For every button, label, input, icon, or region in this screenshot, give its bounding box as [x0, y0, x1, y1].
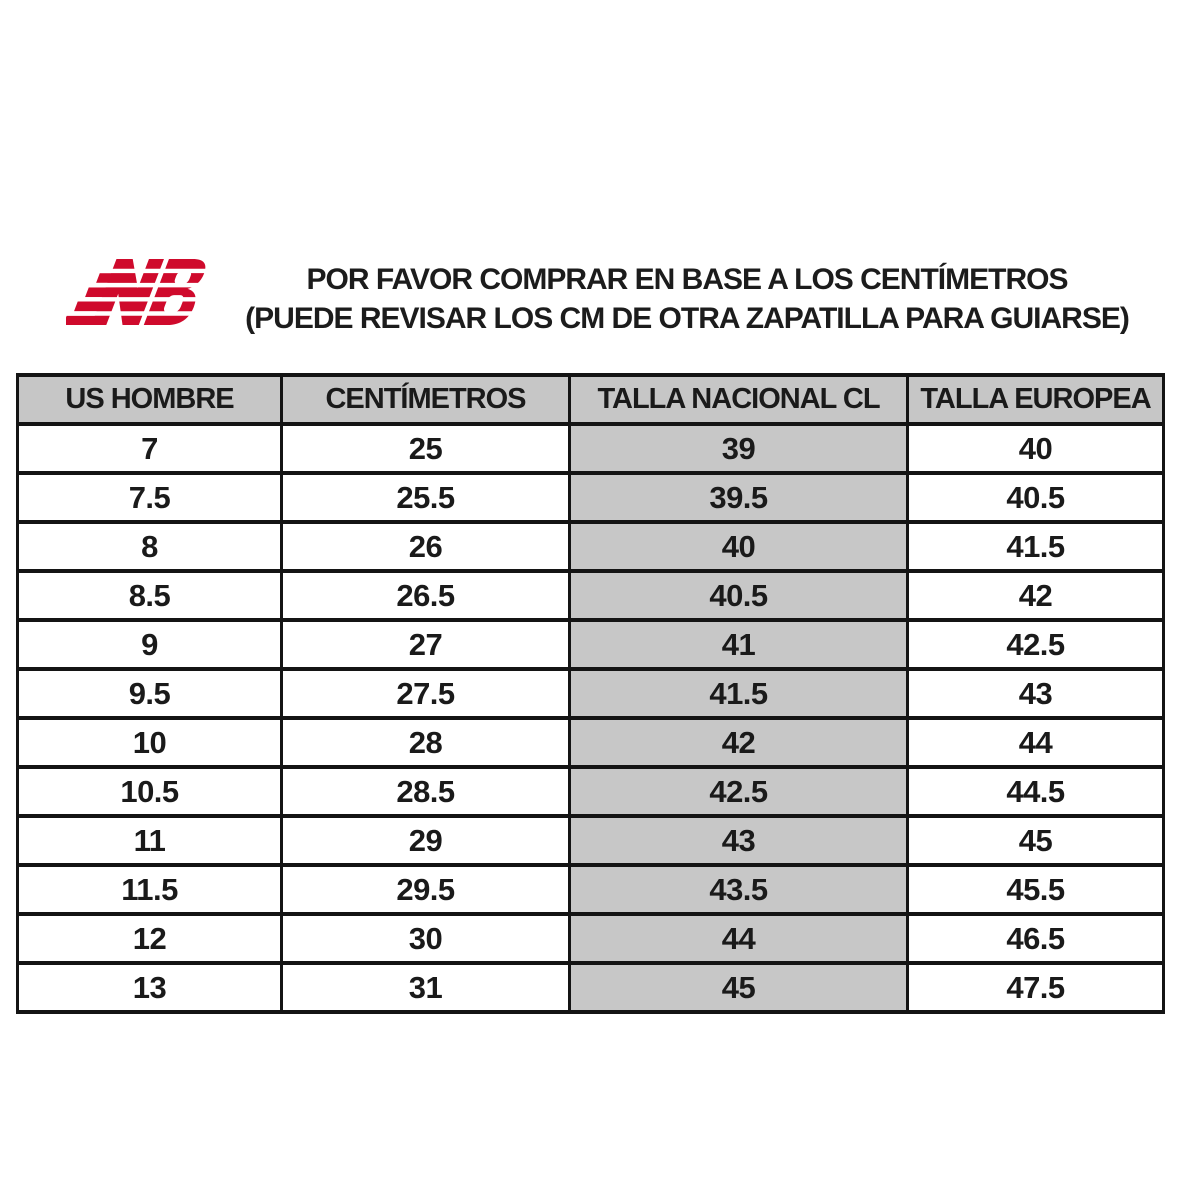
table-cell: 42.5	[908, 620, 1164, 669]
table-row	[18, 816, 1164, 865]
table-cell: 11	[18, 816, 282, 865]
title-line-2: (PUEDE REVISAR LOS CM DE OTRA ZAPATILLA PARA GUIARSE)	[245, 302, 1129, 335]
table-cell: 40.5	[908, 473, 1164, 522]
table-cell: 40.5	[570, 571, 908, 620]
table-cell: 42.5	[570, 767, 908, 816]
table-row	[18, 914, 1164, 963]
column-header-us-hombre: US HOMBRE	[18, 375, 282, 424]
table-cell: 10.5	[18, 767, 282, 816]
table-cell: 29	[282, 816, 570, 865]
table-cell: 27.5	[282, 669, 570, 718]
table-row	[18, 522, 1164, 571]
table-cell: 10	[18, 718, 282, 767]
table-cell: 44	[908, 718, 1164, 767]
table-cell: 44.5	[908, 767, 1164, 816]
new-balance-logo-icon	[66, 252, 216, 332]
table-cell: 28.5	[282, 767, 570, 816]
table-cell: 30	[282, 914, 570, 963]
table-cell: 41	[570, 620, 908, 669]
column-header-talla-europea: TALLA EUROPEA	[908, 375, 1164, 424]
table-cell: 9.5	[18, 669, 282, 718]
table-cell: 42	[908, 571, 1164, 620]
table-cell: 25.5	[282, 473, 570, 522]
table-cell: 39.5	[570, 473, 908, 522]
table-cell: 9	[18, 620, 282, 669]
column-header-talla-nacional-cl: TALLA NACIONAL CL	[570, 375, 908, 424]
table-cell: 41.5	[908, 522, 1164, 571]
header	[0, 0, 1200, 373]
table-body	[18, 424, 1164, 1012]
table-cell: 42	[570, 718, 908, 767]
table-row	[18, 767, 1164, 816]
table-cell: 40	[908, 424, 1164, 473]
table-cell: 31	[282, 963, 570, 1012]
table-cell: 43.5	[570, 865, 908, 914]
table-cell: 28	[282, 718, 570, 767]
table-cell: 26	[282, 522, 570, 571]
table-cell: 27	[282, 620, 570, 669]
column-header-centimetros: CENTÍMETROS	[282, 375, 570, 424]
table-cell: 8.5	[18, 571, 282, 620]
table-cell: 26.5	[282, 571, 570, 620]
table-cell: 41.5	[570, 669, 908, 718]
table-cell: 25	[282, 424, 570, 473]
table-cell: 47.5	[908, 963, 1164, 1012]
table-row	[18, 669, 1164, 718]
table-header-row	[18, 375, 1164, 424]
title-line-1: POR FAVOR COMPRAR EN BASE A LOS CENTÍMETROS	[306, 263, 1068, 296]
table-row	[18, 424, 1164, 473]
table-cell: 7.5	[18, 473, 282, 522]
table-cell: 40	[570, 522, 908, 571]
table-cell: 45	[908, 816, 1164, 865]
table-row	[18, 571, 1164, 620]
table-cell: 12	[18, 914, 282, 963]
size-conversion-table	[16, 373, 1165, 1014]
table-cell: 13	[18, 963, 282, 1012]
table-row	[18, 473, 1164, 522]
table-cell: 43	[570, 816, 908, 865]
table-row	[18, 620, 1164, 669]
table-cell: 46.5	[908, 914, 1164, 963]
new-balance-logo	[66, 252, 216, 332]
table-cell: 7	[18, 424, 282, 473]
table-row	[18, 963, 1164, 1012]
table-cell: 11.5	[18, 865, 282, 914]
table-cell: 44	[570, 914, 908, 963]
table-cell: 45	[570, 963, 908, 1012]
page-title	[245, 260, 1129, 338]
table-row	[18, 718, 1164, 767]
table-row	[18, 865, 1164, 914]
table-cell: 43	[908, 669, 1164, 718]
table-cell: 45.5	[908, 865, 1164, 914]
table-cell: 8	[18, 522, 282, 571]
table-cell: 39	[570, 424, 908, 473]
table-cell: 29.5	[282, 865, 570, 914]
